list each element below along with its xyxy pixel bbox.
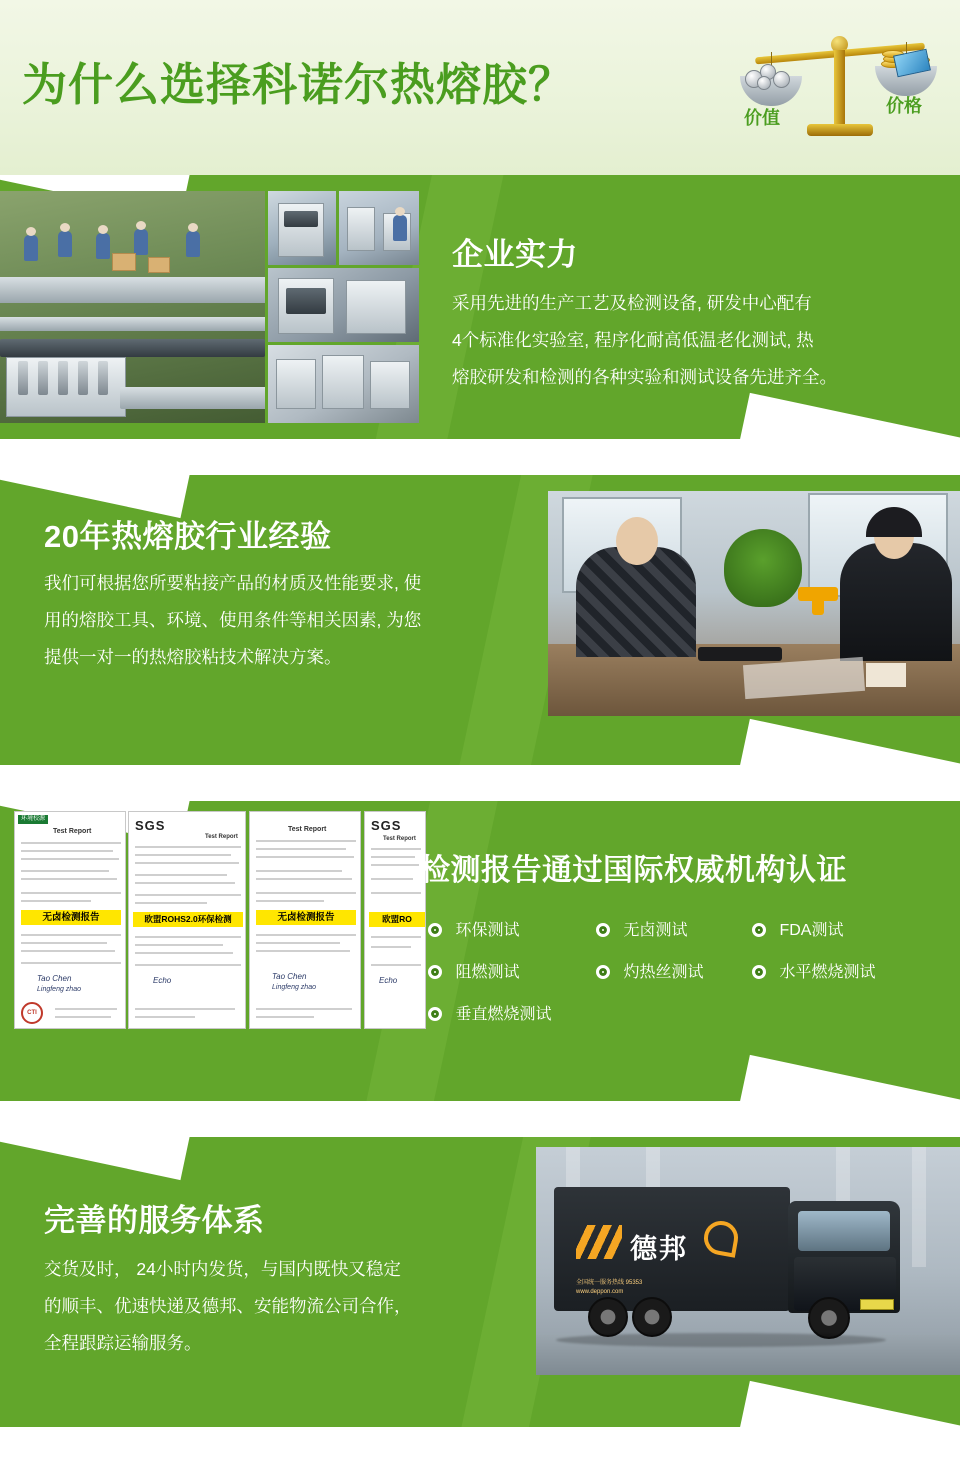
bullet-icon (596, 965, 610, 979)
section-gap (0, 439, 960, 475)
test-report-3: Test Report 无卤检测报告 Tao Chen Lingfeng zhao (249, 811, 361, 1029)
customer-meeting-photo (548, 491, 960, 716)
oven-equipment-photo (268, 268, 419, 342)
body-line: 的顺丰、优速快递及德邦、安能物流公司合作， (44, 1296, 412, 1316)
truck-brand-label: 德邦 (630, 1234, 688, 1264)
decor-notch (735, 393, 960, 439)
bullet-icon (428, 965, 442, 979)
truck-windshield (798, 1211, 890, 1251)
decor-notch (0, 1137, 195, 1180)
report-stamp-1: CTI (21, 1002, 43, 1024)
label-value: 价值 (744, 108, 780, 128)
label-price: 价格 (886, 96, 922, 116)
decor-notch (735, 1381, 960, 1427)
cert-label: 阻燃测试 (455, 964, 520, 981)
report-badge-3: 无卤检测报告 (256, 910, 356, 925)
testing-machines-photo (268, 345, 419, 423)
body-line: 熔胶研发和检测的各种实验和测试设备先进齐全。 (452, 367, 837, 387)
section-gap (0, 1101, 960, 1137)
section-title-industry-experience: 20年热熔胶行业经验 (44, 519, 332, 554)
body-line: 交货及时， 24小时内发货，与国内既快又稳定 (44, 1259, 401, 1279)
truck-website-label: www.deppon.com (576, 1289, 624, 1295)
cert-label: 无卤测试 (623, 922, 688, 939)
sgs-logo-4: SGS (371, 818, 402, 833)
page-header (0, 0, 960, 175)
person-right (840, 543, 952, 661)
report-badge-1: 无卤检测报告 (21, 910, 121, 925)
sgs-logo-2: SGS (135, 818, 166, 833)
test-report-4: SGS Test Report 欧盟RO Echo (364, 811, 426, 1029)
bullet-icon (752, 923, 766, 937)
section-title-service-system: 完善的服务体系 (44, 1203, 265, 1238)
cert-label: FDA测试 (779, 922, 844, 939)
report-badge-2: 欧盟ROHS2.0环保检测 (133, 912, 243, 927)
decor-notch (735, 1055, 960, 1101)
lab-equipment-photo (268, 191, 336, 265)
section-test-reports (0, 801, 960, 1101)
truck-wheel (632, 1297, 672, 1337)
truck-hotline-label: 全国统一服务热线 95353 (576, 1280, 643, 1286)
section-title-company-strength: 企业实力 (452, 237, 578, 272)
section-industry-experience (0, 475, 960, 765)
section-service-system (0, 1137, 960, 1427)
bullet-icon (752, 965, 766, 979)
page-title: 为什么选择科诺尔热熔胶？ (22, 59, 575, 110)
bullet-icon (428, 923, 442, 937)
section-gap (0, 765, 960, 801)
test-report-2: SGS Test Report 欧盟ROHS2.0环保检测 Echo (128, 811, 246, 1029)
decor-notch (735, 719, 960, 765)
truck-wheel (808, 1297, 850, 1339)
value-balls-icon (745, 62, 797, 88)
page-footer (0, 1427, 960, 1457)
body-line: 我们可根据您所要粘接产品的材质及性能要求, 使 (44, 573, 422, 593)
section-title-test-reports: 检测报告通过国际权威机构认证 (420, 854, 847, 887)
body-line: 全程跟踪运输服务。 (44, 1333, 202, 1353)
bullet-icon (428, 1007, 442, 1021)
delivery-truck-photo (536, 1147, 960, 1375)
deppon-logo-icon (576, 1225, 622, 1259)
truck-license-plate (860, 1299, 894, 1310)
body-line: 用的熔胶工具、环境、使用条件等相关因素, 为您 (44, 610, 422, 630)
body-line: 4个标准化实验室, 程序化耐高低温老化测试, 热 (452, 330, 814, 350)
cert-label: 环保测试 (455, 922, 520, 939)
body-line: 提供一对一的热熔胶粘技术解决方案。 (44, 647, 342, 667)
test-report-1: 环境校源 Test Report 无卤检测报告 Tao Chen Lingfeng zhao CTI (14, 811, 126, 1029)
factory-collage-photo (0, 191, 265, 423)
lab-bench-photo (339, 191, 419, 265)
cert-label: 垂直燃烧测试 (455, 1006, 552, 1023)
report-badge-4: 欧盟RO (369, 912, 425, 927)
body-line: 采用先进的生产工艺及检测设备, 研发中心配有 (452, 293, 812, 313)
bullet-icon (596, 923, 610, 937)
section-company-strength (0, 175, 960, 439)
cert-label: 灼热丝测试 (623, 964, 704, 981)
truck-wheel (588, 1297, 628, 1337)
cert-label: 水平燃烧测试 (779, 964, 876, 981)
